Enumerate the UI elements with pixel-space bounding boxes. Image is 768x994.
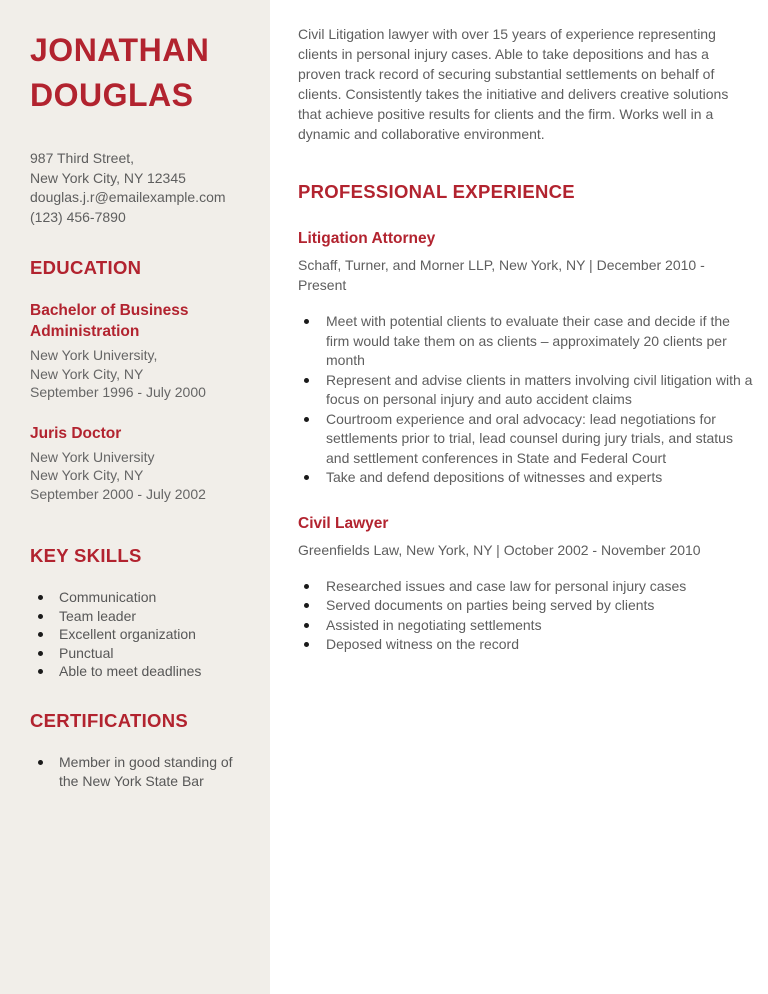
job-bullet-item — [298, 596, 754, 616]
bullet-dot — [38, 651, 43, 656]
certification-item — [30, 753, 242, 790]
job-bullet-text: Take and defend depositions of witnesses and experts — [326, 469, 663, 485]
job-bullet-item — [298, 371, 754, 410]
contact-info — [30, 149, 242, 227]
job-bullet-text: Assisted in negotiating settlements — [326, 616, 542, 633]
bullet-dot — [38, 595, 43, 600]
skill-label: Able to meet deadlines — [59, 663, 202, 680]
skill-label: Communication — [59, 589, 157, 605]
bullet-dot — [304, 642, 309, 647]
candidate-name-line: DOUGLAS — [30, 77, 194, 113]
key-skills-section — [30, 545, 242, 681]
bullet-dot — [304, 603, 309, 608]
skill-item — [30, 644, 242, 663]
skill-label: Team leader — [59, 607, 137, 624]
job-bullet-text: Served documents on parties being served by clients — [326, 597, 655, 613]
education-detail-line: New York University — [30, 448, 155, 465]
key-skills-list — [30, 588, 242, 681]
degree-title: Bachelor of Business Administration — [30, 302, 189, 340]
education-detail-line: New York University, — [30, 347, 158, 363]
bullet-dot — [38, 760, 43, 765]
skill-item — [30, 588, 242, 607]
job-title: Civil Lawyer — [298, 514, 389, 532]
job-bullet-text: Meet with potential clients to evaluate their case and decide if the firm would take them on as clients – approximately 20 clients per month — [326, 313, 730, 368]
bullet-dot — [304, 623, 309, 628]
job-meta-line: Greenfields Law, New York, NY | October 2002 - November 2010 — [298, 541, 701, 558]
certifications-list — [30, 753, 242, 790]
bullet-dot — [304, 417, 309, 422]
degree-title: Juris Doctor — [30, 424, 122, 442]
education-section — [30, 257, 242, 503]
job-entry — [298, 514, 754, 655]
job-meta-line: Schaff, Turner, and Morner LLP, New York, NY | December 2010 - Present — [298, 257, 705, 293]
job-bullet-text: Courtroom experience and oral advocacy: lead negotiations for settlements prior to trial, lead counsel during jury trials, and status and settlement conferences in State and Federal Court — [326, 410, 733, 466]
job-bullet-item — [298, 468, 754, 488]
skill-item — [30, 625, 242, 644]
job-bullet-item — [298, 410, 754, 469]
job-bullet-item — [298, 577, 754, 597]
certifications-section — [30, 710, 242, 790]
key-skills-heading: KEY SKILLS — [30, 545, 142, 566]
job-bullet-item — [298, 616, 754, 636]
education-entry — [30, 423, 242, 504]
candidate-name — [30, 28, 242, 118]
contact-line: 987 Third Street, — [30, 150, 135, 166]
certification-label: Member in good standing of the New York State Bar — [59, 753, 233, 789]
education-heading: EDUCATION — [30, 257, 142, 278]
education-detail-line: New York City, NY — [30, 467, 144, 483]
main-content — [270, 0, 768, 994]
contact-line: (123) 456-7890 — [30, 208, 126, 225]
candidate-name-line: JONATHAN — [30, 32, 210, 68]
education-detail-line: New York City, NY — [30, 365, 144, 382]
education-detail-line: September 2000 - July 2002 — [30, 485, 206, 502]
education-detail-line: September 1996 - July 2000 — [30, 384, 206, 400]
job-entry — [298, 229, 754, 488]
job-bullet-text: Deposed witness on the record — [326, 636, 519, 652]
summary-paragraph: Civil Litigation lawyer with over 15 years of experience representing clients in personal injury cases. Able to take depositions and has a proven track record of securing substantial settlements on behalf of clients. Consistently takes the initiative and delivers creative solutions that achieve positive results for clients and the firm. Works well in a dynamic and collaborative environment. — [298, 26, 729, 142]
skill-label: Punctual — [59, 644, 114, 661]
skill-label: Excellent organization — [59, 626, 196, 643]
certifications-heading: CERTIFICATIONS — [30, 709, 189, 731]
job-bullet-list — [298, 312, 754, 488]
job-title: Litigation Attorney — [298, 230, 436, 247]
skill-item — [30, 662, 242, 681]
job-bullet-text: Represent and advise clients in matters involving civil litigation with a focus on personal injury and auto accident claims — [326, 371, 753, 407]
experience-heading: PROFESSIONAL EXPERIENCE — [298, 181, 575, 202]
bullet-dot — [304, 319, 309, 324]
skill-item — [30, 607, 242, 626]
bullet-dot — [304, 475, 309, 480]
bullet-dot — [304, 584, 309, 589]
job-bullet-item — [298, 635, 754, 655]
education-entry — [30, 300, 242, 402]
bullet-dot — [38, 669, 43, 674]
bullet-dot — [38, 632, 43, 637]
bullet-dot — [304, 378, 309, 383]
job-bullet-text: Researched issues and case law for personal injury cases — [326, 577, 687, 594]
bullet-dot — [38, 614, 43, 619]
job-bullet-list — [298, 577, 754, 655]
contact-line: New York City, NY 12345 — [30, 169, 186, 186]
job-bullet-item — [298, 312, 754, 371]
sidebar — [0, 0, 270, 994]
contact-line: douglas.j.r@emailexample.com — [30, 189, 226, 205]
